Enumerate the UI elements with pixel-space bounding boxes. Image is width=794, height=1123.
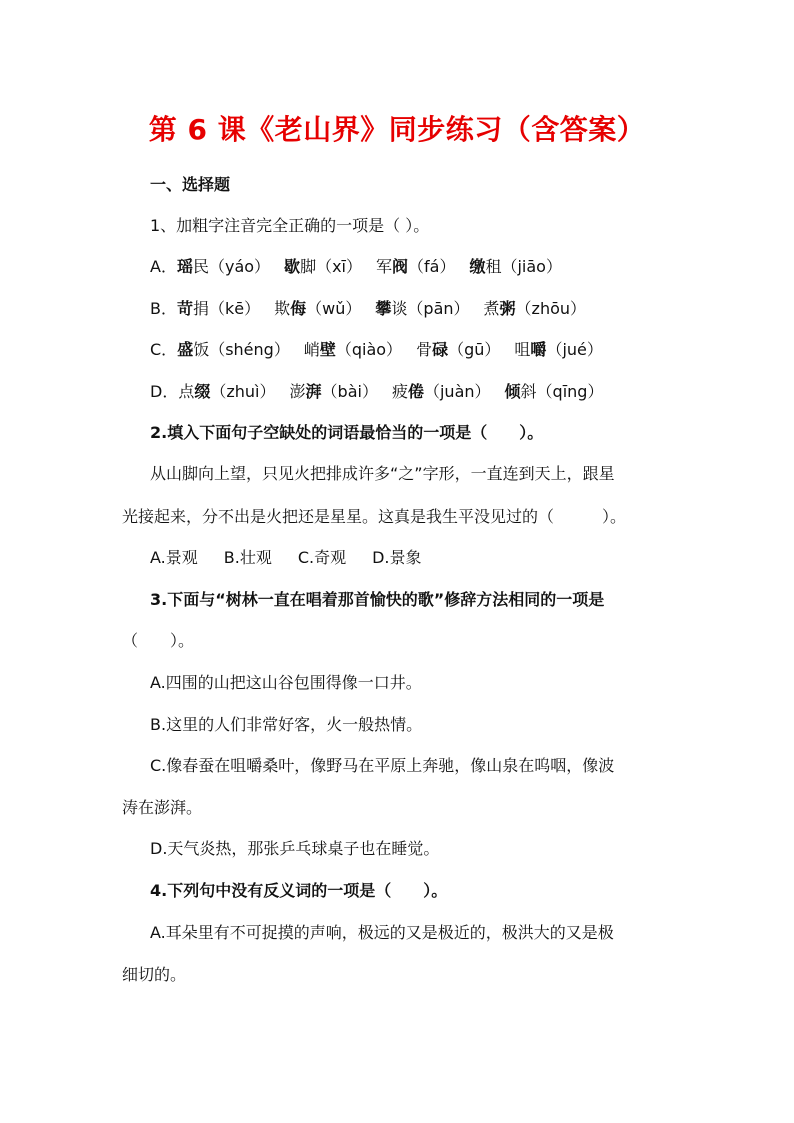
- option-a: A.景观: [150, 548, 198, 567]
- question-4-option-a-line-1: A.耳朵里有不可捉摸的声响，极远的又是极近的，极洪大的又是极: [150, 923, 614, 942]
- option-word: 骨碌（gū）: [416, 340, 501, 359]
- option-label: A．: [150, 257, 177, 276]
- option-word: 盛饭（shéng）: [177, 340, 290, 359]
- section-heading: 一、选择题: [150, 175, 231, 194]
- option-word: 倾斜（qīng）: [504, 382, 604, 401]
- question-1-stem: 1、加粗字注音完全正确的一项是（ ）。: [150, 216, 430, 235]
- question-1-option-a: [150, 254, 576, 277]
- option-c: C.奇观: [297, 548, 347, 567]
- option-d: D.景象: [372, 548, 422, 567]
- page-title: 第 6 课《老山界》同步练习（含答案）: [148, 113, 646, 146]
- option-b: B.壮观: [223, 548, 272, 567]
- question-4-stem: 4.下列句中没有反义词的一项是（ ）。: [150, 881, 448, 900]
- question-3-option-c-line-1: C.像春蚕在咀嚼桑叶，像野马在平原上奔驰，像山泉在呜咽，像波: [150, 756, 615, 775]
- option-word: 欺侮（wǔ）: [274, 299, 362, 318]
- option-word: 瑶民（yáo）: [176, 257, 271, 276]
- option-word: 澎湃（bài）: [289, 382, 378, 401]
- option-word: 煮粥（zhōu）: [483, 299, 587, 318]
- option-word: 咀嚼（jué）: [514, 340, 603, 359]
- option-word: 疲倦（juàn）: [391, 382, 491, 401]
- option-word: 军阀（fá）: [375, 257, 456, 276]
- question-3-stem-line-2: （ ）。: [122, 631, 195, 650]
- question-1-option-b: [150, 296, 600, 319]
- option-word: 峭壁（qiào）: [303, 340, 403, 359]
- question-4-option-a-line-2: 细切的。: [122, 965, 187, 984]
- option-word: 苛捐（kē）: [176, 299, 261, 318]
- option-word: 缴租（jiāo）: [469, 257, 562, 276]
- option-word: 攀谈（pān）: [375, 299, 470, 318]
- question-2-options: [150, 545, 422, 568]
- question-3-option-a: A.四围的山把这山谷包围得像一口井。: [150, 673, 422, 692]
- option-label: B．: [150, 299, 177, 318]
- question-2-passage-line-1: 从山脚向上望，只见火把排成许多“之”字形，一直连到天上，跟星: [150, 464, 615, 483]
- question-3-stem-line-1: 3.下面与“树林一直在唱着那首愉快的歌”修辞方法相同的一项是: [150, 590, 605, 609]
- question-3-option-b: B.这里的人们非常好客，火一般热情。: [150, 715, 423, 734]
- option-word: 点缀（zhuì）: [178, 382, 276, 401]
- option-word: 歇脚（xī）: [284, 257, 362, 276]
- question-3-option-c-line-2: 涛在澎湃。: [122, 798, 203, 817]
- option-label: D．: [150, 382, 179, 401]
- question-2-passage-line-2: 光接起来，分不出是火把还是星星。这真是我生平没见过的（ ）。: [122, 507, 627, 526]
- question-2-stem: 2.填入下面句子空缺处的词语最恰当的一项是（ ）。: [150, 423, 544, 442]
- question-1-option-d: [150, 379, 617, 402]
- question-3-option-d: D.天气炎热，那张乒乓球桌子也在睡觉。: [150, 839, 440, 858]
- question-1-option-c: [150, 337, 617, 360]
- option-label: C．: [150, 340, 178, 359]
